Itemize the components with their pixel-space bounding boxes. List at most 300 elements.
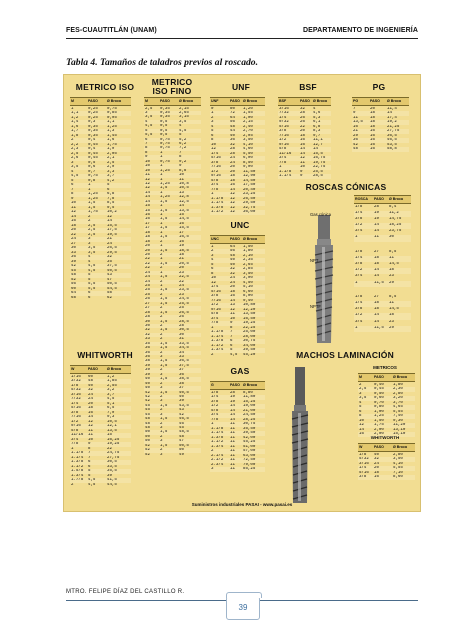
table-cell-2: 37,5 [179,363,189,368]
table-cell-2: 30 [179,332,184,337]
column-header-0: UNC [211,237,219,241]
table-cell-0: 3/8 [211,399,219,404]
table-cell-2: 1,20 [243,106,253,111]
table-cell-1: 12 [230,307,235,312]
table-cell-0: 25 [145,284,150,288]
table-cell-0: 9/32" [279,120,292,124]
table-cell-1: 27 [374,294,379,299]
table-cell-2: 3,70 [393,400,403,405]
table-cell-1: 1,5 [160,217,168,222]
table-cell-2: 28 [179,323,184,328]
table-cell-0: 16 [145,217,150,222]
table-cell-0: 7/8 [71,442,79,446]
table-cell-1: 19 [230,399,235,404]
table-cell-2: 0,85 [107,111,117,115]
table-cell-1: 3 [160,439,163,444]
section-title-roscas-conicas: ROSCAS CÓNICAS [305,182,387,192]
table-cell-2: 1,25 [107,124,117,129]
table-cell-2: 10,80 [243,303,256,307]
table-cell-2: 2,15 [179,106,189,111]
table-cell-1: 16 [370,138,375,142]
table-cell-1: 0,5 [160,128,168,133]
table-cell-0: 2 [359,382,362,387]
table-caption: Tabla 4. Tamaños de taladros previos al roscado. [66,57,258,68]
table-cell-2: 13,5 [179,208,189,213]
table-cell-2: 40,5 [107,268,117,273]
table-cell-1: 8 [230,325,233,330]
table-cell-2: 13,5 [107,428,117,433]
table-cell-2: 9,7 [313,133,321,138]
whitworth-header-row [70,365,131,374]
table-cell-1: 0,8 [88,178,96,183]
table-cell-2: 10,5 [179,186,189,191]
table-cell-2: 7,9 [107,410,115,415]
table-cell-2: 33,5 [107,464,117,469]
table-cell-2: 3,90 [243,276,253,280]
table-metrico-iso [70,97,131,300]
table-cell-2: 6,8 [107,192,115,196]
table-cell-2: 37 [179,386,184,391]
table-cell-1: 0,25 [88,115,98,120]
table-cell-0: 3/4" [355,319,365,324]
table-cell-1: 1,5 [160,328,168,333]
table-cell-1: 2 [160,381,163,386]
table-cell-2: 6,2 [179,142,187,146]
table-cell-2: 18 [389,313,394,318]
table-cell-0: 1/4" [355,300,365,305]
column-header-0: G [211,383,214,387]
table-cell-1: 48 [88,379,93,383]
table-cell-2: 17,50 [243,183,256,187]
table-cell-2: 4,60 [243,147,253,151]
table-cell-2: 16 [179,221,184,226]
table-cell-0: 16 [71,219,76,223]
table-cell-0: 1 [71,106,74,111]
table-cell-0: 3" [211,467,216,471]
table-cell-2: 9,3 [107,415,115,419]
table-cell-0: 8 [359,414,362,418]
table-cell-0: 18 [145,235,150,240]
table-cell-2: 29 [389,325,394,330]
table-cell-0: 1/4" [279,115,289,120]
table-cell-1: 1,5 [160,403,168,408]
table-cell-2: 16 [179,239,184,244]
table-cell-1: 16 [370,147,375,151]
table-cell-2: 14,75 [389,216,402,221]
table-cell-0: 38 [145,359,150,364]
column-header-1: PASO [88,99,98,103]
column-header-2: Ø Broca [393,375,407,379]
table-cell-0: 7/8 [211,321,219,325]
table-cell-0: 1.3/4 [211,444,224,449]
table-cell-2: 26,5 [107,246,117,250]
table-cell-0: 7/8" [279,160,289,165]
table-cell-1: 0,45 [88,142,98,147]
table-cell-0: 1/2 [211,169,219,174]
table-cell-0: 22 [145,266,150,271]
table-cell-0: 10 [145,159,150,164]
table-cell-1: 0,75 [160,146,170,151]
table-cell-2: 11,4 [387,106,397,111]
table-cell-1: 11 [88,433,93,437]
table-cell-2: 6,90 [243,156,253,160]
table-cell-2: 14,5 [389,307,399,312]
table-cell-2: 1,3 [107,129,115,133]
table-row [70,296,131,301]
table-cell-2: 14,5 [179,217,189,222]
table-cell-1: 0,45 [88,156,98,160]
table-cell-1: 24 [230,156,235,160]
table-cell-1: 11 [230,462,235,467]
table-cell-2: 3,20 [393,396,403,400]
table-cell-1: 1 [160,164,163,169]
table-cell-0: 2,5 [71,151,79,156]
table-cell-0: 36 [353,138,358,142]
table-cell-0: 1" [211,192,216,196]
table-cell-0: 3/4" [279,156,289,160]
header-institution: FES-CUAUTITLÁN (UNAM) [66,27,157,34]
table-cell-0: 28 [145,310,150,315]
table-cell-2: 11,50 [243,169,256,174]
table-cell-0: 1.1/4 [211,334,224,339]
table-cell-1: 1 [160,230,163,235]
table-cell-0: 3/16 [71,392,81,397]
table-row [210,353,265,358]
table-cell-2: 11,2 [389,210,399,215]
table-cell-2: 17,4 [387,115,397,120]
table-cell-0: 1" [355,325,360,330]
table-cell-1: 18 [370,124,375,129]
table-cell-2: 41,5 [107,478,117,482]
table-cell-0: 32 [145,328,150,333]
table-cell-0: 2,3 [71,147,79,151]
table-cell-1: 16 [374,475,379,479]
table-cell-2: 1,80 [393,382,403,387]
table-cell-1: 11 [230,426,235,431]
table-cell-0: 2" [211,449,216,453]
table-cell-2: 8 [179,155,182,160]
table-cell-1: 2 [160,408,163,413]
table-cell-0: 1" [211,325,216,330]
table-cell-1: 0,35 [88,124,98,129]
table-cell-0: 7/16 [71,415,81,419]
table-cell-0: 18 [145,230,150,235]
table-cell-2: 1,45 [107,133,117,138]
table-cell-0: 1.1/8 [211,426,224,431]
table-cell-0: 14 [145,199,150,204]
table-cell-2: 19,00 [243,404,256,408]
table-cell-0: 1.3/8 [211,205,224,210]
table-cell-0: 1/2 [211,404,219,408]
table-cell-2: 34,5 [179,346,189,351]
table-cell-2: 2,9 [107,165,115,169]
table-cell-2: 22,75 [313,165,326,169]
table-cell-2: 22 [179,279,184,284]
table-cell-0: 3/8" [279,129,289,133]
table-cell-2: 2,5 [107,160,115,165]
table-cell-0: 1.3/8 [211,339,224,343]
table-cell-2: 13,10 [393,427,406,432]
table-cell-0: 45 [71,268,76,273]
table-cell-2: 9 [179,164,182,169]
table-cell-1: 24 [230,160,235,165]
table-cell-1: 4,5 [88,482,96,487]
table-cell-2: 19,75 [313,160,326,165]
table-cell-1: 4,5 [230,352,238,357]
table-cell-0: 1 [211,244,214,249]
table-cell-1: 3 [160,372,163,377]
table-cell-0: 36 [71,255,76,259]
table-cell-1: 6 [88,291,91,295]
table-cell-0: 1.1/2 [71,464,84,469]
table-cell-1: 18 [374,262,379,266]
table-cell-1: 20 [300,129,305,133]
table-cell-2: 15,5 [179,226,189,231]
table-cell-0: 3,5 [359,396,367,400]
table-cell-0: 64 [71,291,76,295]
table-cell-0: 1" [355,280,360,285]
table-cell-2: 28,25 [243,417,256,422]
table-cell-2: 22,25 [243,325,256,330]
table-cell-0: 2 [211,115,214,120]
table-cell-1: 10 [300,165,305,169]
table-cell-1: 16 [370,133,375,138]
table-cell-1: 12 [230,205,235,210]
table-cell-2: 4,10 [243,142,253,147]
table-cell-2: 5,3 [313,115,321,120]
table-cell-1: 2 [160,350,163,355]
table-row [352,147,409,152]
table-cell-2: 49 [179,452,184,457]
table-cell-2: 36 [179,372,184,377]
table-cell-0: 3 [211,253,214,258]
table-cell-2: 1,9 [107,147,115,151]
table-cell-1: 2 [160,421,163,426]
table-cell-2: 8,80 [243,390,253,395]
table-cell-0: 10 [359,418,364,423]
table-cell-2: 10,8 [179,181,189,186]
table-cell-0: 30 [145,323,150,328]
table-cell-2: 35 [107,259,112,264]
table-cell-1: 6 [230,343,233,348]
table-cell-1: 18 [230,174,235,178]
column-header-1: PASO [370,99,380,103]
table-cell-0: 12 [211,280,216,285]
table-cell-1: 32 [300,106,305,111]
table-cell-2: 58 [107,291,112,295]
table-cell-0: 1" [211,422,216,426]
table-cell-2: 1,80 [243,249,253,253]
table-cell-1: 16 [88,410,93,415]
table-cell-2: 57,00 [243,449,256,453]
table-cell-1: 11 [230,453,235,458]
table-cell-0: 1/16 [71,374,81,379]
table-cell-1: 22 [300,124,305,129]
table-cell-1: 1 [160,221,163,226]
table-cell-0: 9/16 [71,424,81,428]
table-cell-0: 5/32 [359,457,369,461]
table-cell-1: 40 [88,383,93,388]
table-cell-1: 0,35 [160,106,170,111]
table-cell-0: 1/2" [355,223,365,228]
table-cell-1: 28 [230,147,235,151]
table-cell-1: 7 [230,334,233,339]
table-cell-2: 18 [179,252,184,257]
section-title-pg: PG [372,82,386,92]
table-row [210,210,265,215]
table-cell-1: 1,5 [160,226,168,231]
table-cell-0: 2,5 [359,387,367,391]
table-cell-0: 9/16 [211,174,221,178]
table-cell-2: 33,5 [179,341,189,346]
column-header-0: M [145,99,148,103]
table-cell-1: 12 [230,196,235,201]
table-cell-1: 3,5 [88,246,96,250]
table-cell-2: 13,50 [243,312,256,316]
table-cell-1: 11 [230,422,235,426]
table-cell-1: 20 [374,466,379,470]
table-cell-2: 19,2 [387,120,397,124]
table-cell-0: 2.1/4 [211,453,224,458]
table-cell-2: 11 [389,300,394,305]
roscas-conicas-group-label: NPT [310,258,319,263]
table-cell-2: 7,8 [107,196,115,201]
table-cell-1: 5 [230,348,233,352]
table-cell-2: 62 [107,295,112,300]
table-cell-0: 3/8" [355,307,365,312]
table-cell-2: 19,5 [107,232,117,237]
header-divider [66,38,418,39]
table-cell-0: 3/8 [211,294,219,298]
table-cell-2: 24 [107,241,112,246]
table-cell-0: 32 [145,332,150,337]
table-cell-0: 1.1/8" [279,169,294,174]
table-bsf [278,97,331,179]
table-cell-1: 24 [230,280,235,285]
table-cell-2: 3,50 [243,271,253,276]
table-cell-0: 52 [145,443,150,448]
table-cell-2: 30,5 [179,328,189,333]
table-cell-1: 19 [230,395,235,399]
table-cell-1: 1 [160,204,163,209]
table-cell-1: 14 [230,298,235,303]
table-cell-0: 4 [211,124,214,129]
table-cell-1: 0,5 [160,133,168,138]
table-cell-0: 1.1/4 [71,455,84,460]
table-cell-0: 14 [71,214,76,219]
roscas-conicas-header-row [354,195,411,204]
table-cell-2: 2,40 [243,124,253,129]
table-cell-2: 72,50 [243,458,256,462]
table-cell-0: 3/8 [359,475,367,479]
table-cell-2: 9,2 [179,159,187,164]
table-cell-0: 27 [145,301,150,306]
table-cell-2: 1,2 [107,374,115,379]
table-cell-0: 1/8" [355,249,365,254]
pg-header-row [352,97,409,106]
table-cell-0: 14 [145,190,150,195]
table-cell-0: 25 [145,292,150,297]
table-cell-1: 7 [88,455,91,460]
table-cell-2: 14 [107,219,112,223]
table-cell-1: 0,75 [160,137,170,142]
table-cell-0: 16 [359,432,364,436]
table-cell-1: 5 [88,277,91,282]
table-cell-2: 36,5 [179,359,189,364]
table-cell-0: 1.3/8 [211,435,224,440]
table-laminacion-metricos [358,373,415,437]
table-cell-0: 27 [145,306,150,311]
table-cell-0: 1/4 [211,285,219,289]
table-cell-1: 3 [160,386,163,391]
table-row [358,475,415,480]
table-cell-2: 15,5 [107,223,117,228]
table-cell-2: 85,25 [243,467,256,471]
table-cell-1: 0,35 [160,110,170,115]
table-cell-2: 35,5 [107,469,117,473]
table-cell-1: 1 [160,190,163,195]
table-cell-1: 0,70 [374,400,384,405]
table-cell-1: 1,5 [160,443,168,448]
table-cell-2: 28,00 [243,334,256,339]
table-cell-0: 5/16 [359,470,369,475]
group-spacer [354,242,411,250]
table-cell-0: 1.5/8 [71,469,84,473]
table-cell-1: 20 [88,401,93,406]
table-cell-0: 3/4" [355,274,365,279]
table-cell-2: 16,25 [107,437,120,442]
table-cell-1: 2,5 [88,223,96,228]
table-cell-2: 19,25 [243,321,256,325]
table-cell-1: 3 [88,241,91,246]
table-cell-1: 24 [374,461,379,466]
table-cell-0: 39 [145,372,150,377]
footer-author: MTRO. FELIPE DÍAZ DEL CASTILLO R. [66,589,185,595]
table-cell-1: 7 [230,330,233,334]
table-cell-2: 14,50 [243,178,256,183]
table-cell-2: 38 [179,381,184,386]
table-cell-2: 15 [179,213,184,217]
table-cell-0: 7/32" [279,111,292,115]
table-cell-1: 2 [160,266,163,271]
table-cell-2: 16,50 [243,316,256,321]
table-cell-0: 9/16" [279,142,292,147]
table-cell-2: 7,10 [393,470,403,475]
table-cell-1: 1 [160,173,163,178]
table-cell-0: 8 [145,150,148,155]
table-cell-1: 1 [160,284,163,288]
table-cell-0: 2.3/4 [211,462,224,467]
table-cell-1: 9 [230,321,233,325]
table-cell-1: 1,5 [88,201,96,205]
table-cell-2: 7 [179,150,182,155]
table-cell-1: 40 [230,262,235,267]
table-cell-1: 2 [160,368,163,373]
table-cell-2: 8,3 [313,129,321,133]
table-cell-1: 19 [374,210,379,215]
table-cell-1: 1,5 [160,341,168,346]
table-cell-0: 1.7/8 [71,478,84,482]
table-cell-0: 1" [279,165,284,169]
table-cell-2: 19,25 [107,442,120,446]
table-cell-1: 32 [230,271,235,276]
table-cell-1: 2 [88,214,91,219]
table-cell-0: 2.1/2 [211,458,224,462]
table-cell-1: 1,50 [374,418,384,423]
table-cell-2: 42,00 [243,435,256,440]
table-cell-1: 1,5 [160,319,168,324]
table-cell-2: 4,2 [107,178,115,183]
